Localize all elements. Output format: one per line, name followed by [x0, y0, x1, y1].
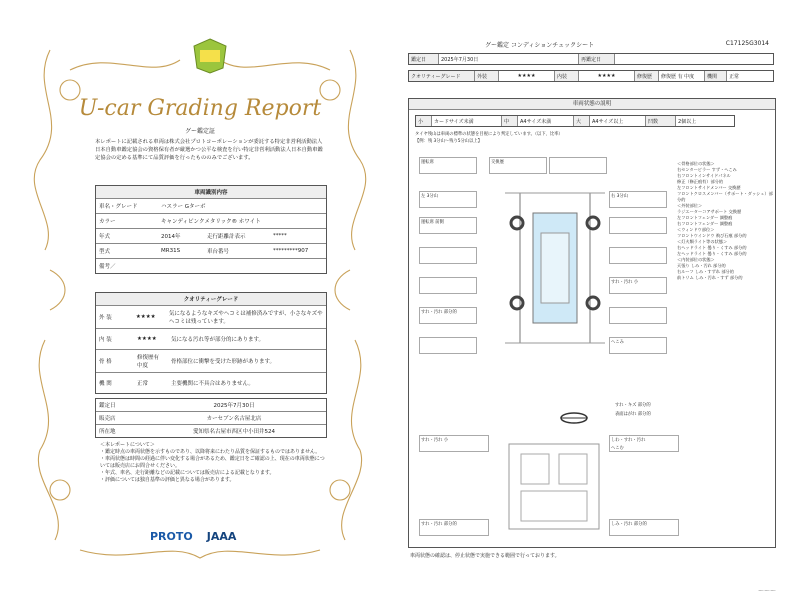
table-row: 所在地 愛知県名古屋市西区中小田井524: [99, 429, 275, 435]
car-top-view-diagram: [505, 173, 605, 363]
table-row: 機 関 正常 主要機関に不具合はありません。: [99, 381, 254, 387]
table-row: 年式 2014年 走行距離計表示 *****: [96, 229, 326, 244]
table-row: 備考／: [99, 264, 116, 270]
corner-mark: ～～～: [758, 588, 777, 595]
report-notes: ＜本レポートについて＞ ・鑑定時点の車両状態を示すものであり、以降将来にわたり品質を保証するものではありません。 ・車両状態は時間の経過に伴い変化する場合があるため、鑑定日をご確認の上、現在の車両状態については販売店にお問合せください。 ・年式、車名、走行距離などの記載については販売店による記載となります。 ・評価については独自基準の評価と異なる場合があります。: [100, 442, 325, 483]
vehicle-condition-diagram: 車両状態の説明 小 カードサイズ未満 中 A4サイズ未満 大 A4サイズ以上 凹数 2個以上 タイヤ残山は車両の標準の状態を目視により判定しています。（以下、比率） 【例：残 3分山～残り5分山以上】 運転席 交換歴 左 3分山 運転席 前側 右 3分山 すれ・汚れ 小 すれ・汚れ 部分的 へこみ すれ・キズ 部分的 表面はがれ 部分的 すれ・汚れ 小 しわ・すれ・汚れ へこむ すれ・汚れ 部分的 しみ・汚れ 部分的 ＜骨格部位の状態＞ 右センターピラー すず・へこみ 右フロントインサイドパネル 修正（修正痕有）部分的 左フロントサイドメンバー 交換歴 フロントクロスメンバー（サポート・ダッシュ）部分的 ＜外装部位＞ ラジエーターコアサポート 交換歴 左フロントフェンダー 調整痕 右フロントフェンダー 調整痕 ＜ウィンドウ部位＞ フロントウインドウ 飛び石痕 部分的 ＜灯火類ライト等の状態＞ 右ヘッドライト 曇り・くすみ 部分的 左ヘッドライト 曇り・くすみ 部分的 ＜内装部位の状態＞ 天張り しみ・汚れ 部分的 右ルーフ しみ・すずれ 部分的 前トリム しみ・汚れ・すず 部分的: [408, 98, 776, 548]
tire-note: タイヤ残山は車両の標準の状態を目視により判定しています。（以下、比率）: [415, 132, 563, 137]
date-row: 鑑定日 2025年7月30日 再鑑定日: [408, 53, 774, 65]
sheet-footer: 車両状態の確認は、停止状態で実施できる範囲で行っております。: [410, 553, 560, 559]
table-row: 販売店 カーセブン名古屋北店: [96, 412, 326, 425]
table-row: 外 装 ★★★★ 気になるようなキズやヘコミは補修済みですが、小さなキズやヘコミは残っています。: [96, 306, 326, 329]
table-header: クオリティーグレード: [96, 293, 326, 306]
proto-logo: PROTO: [150, 530, 193, 543]
goo-kantei-badge-icon: [193, 38, 227, 74]
tire-note-example: 【例：残 3分山～残り5分山以上】: [415, 139, 482, 144]
sheet-code: C17125G3014: [725, 40, 769, 47]
table-header: 車両識別内容: [96, 186, 326, 199]
report-subtitle: グー鑑定証: [184, 128, 215, 135]
grading-report-sheet: [10, 10, 390, 580]
quality-grade-table: [95, 292, 327, 394]
report-title: U-car Grading Report: [78, 96, 322, 121]
car-interior-diagram: [499, 439, 609, 534]
table-row: 骨 格 修復歴有 中度 骨格部位に衝撃を受けた形跡があります。: [96, 350, 326, 373]
table-row: 内 装 ★★★★ 気になる汚れ等が部分的にあります。: [96, 329, 326, 350]
jaaa-logo: JAAA: [206, 530, 237, 543]
condition-check-sheet: [405, 10, 777, 580]
table-row: 型式 MR31S 車台番号 *********907: [96, 244, 326, 259]
table-row: 車名・グレード ハスラー Gターボ: [96, 199, 326, 214]
table-row: 鑑定日 2025年7月30日: [96, 399, 326, 412]
logo-row: [150, 530, 236, 543]
grade-row: クオリティーグレード 外装 ★★★★ 内装 ★★★★ 修復歴 修復歴 有 中度 機関 正常: [408, 70, 774, 82]
sheet-title: グー鑑定 コンディションチェックシート: [485, 42, 595, 49]
diagram-header: 車両状態の説明: [409, 99, 775, 110]
intro-text: 本レポートに記載される車両は株式会社プロトコーポレーションが委託する特定非営利活動法人日本自動車鑑定協会の資格保有者が厳選かつ公平な検査を行い特定非営利活動法人日本自動車鑑定協会の定める基準にて品質評価を行ったもののみでございます。: [95, 139, 323, 161]
steering-wheel-icon: [559, 411, 589, 425]
damage-size-legend: 小 カードサイズ未満 中 A4サイズ未満 大 A4サイズ以上 凹数 2個以上: [415, 115, 735, 127]
table-row: カラー キャンディピンクメタリック® ホワイト: [96, 214, 326, 229]
condition-legend: ＜骨格部位の状態＞ 右センターピラー すず・へこみ 右フロントインサイドパネル 修正（修正痕有）部分的 左フロントサイドメンバー 交換歴 フロントクロスメンバー（サポート・ダッシュ）部分的 ＜外装部位＞ ラジエーターコアサポート 交換歴 左フロントフェンダー 調整痕 右フロントフェンダー 調整痕 ＜ウィンドウ部位＞ フロントウインドウ 飛び石痕 部分的 ＜灯火類ライト等の状態＞ 右ヘッドライト 曇り・くすみ 部分的 左ヘッドライト 曇り・くすみ 部分的 ＜内装部位の状態＞ 天張り しみ・汚れ 部分的 右ルーフ しみ・すずれ 部分的 前トリム しみ・汚れ・すず 部分的: [677, 161, 773, 280]
dealer-info-table: [95, 398, 327, 438]
vehicle-info-table: [95, 185, 327, 274]
